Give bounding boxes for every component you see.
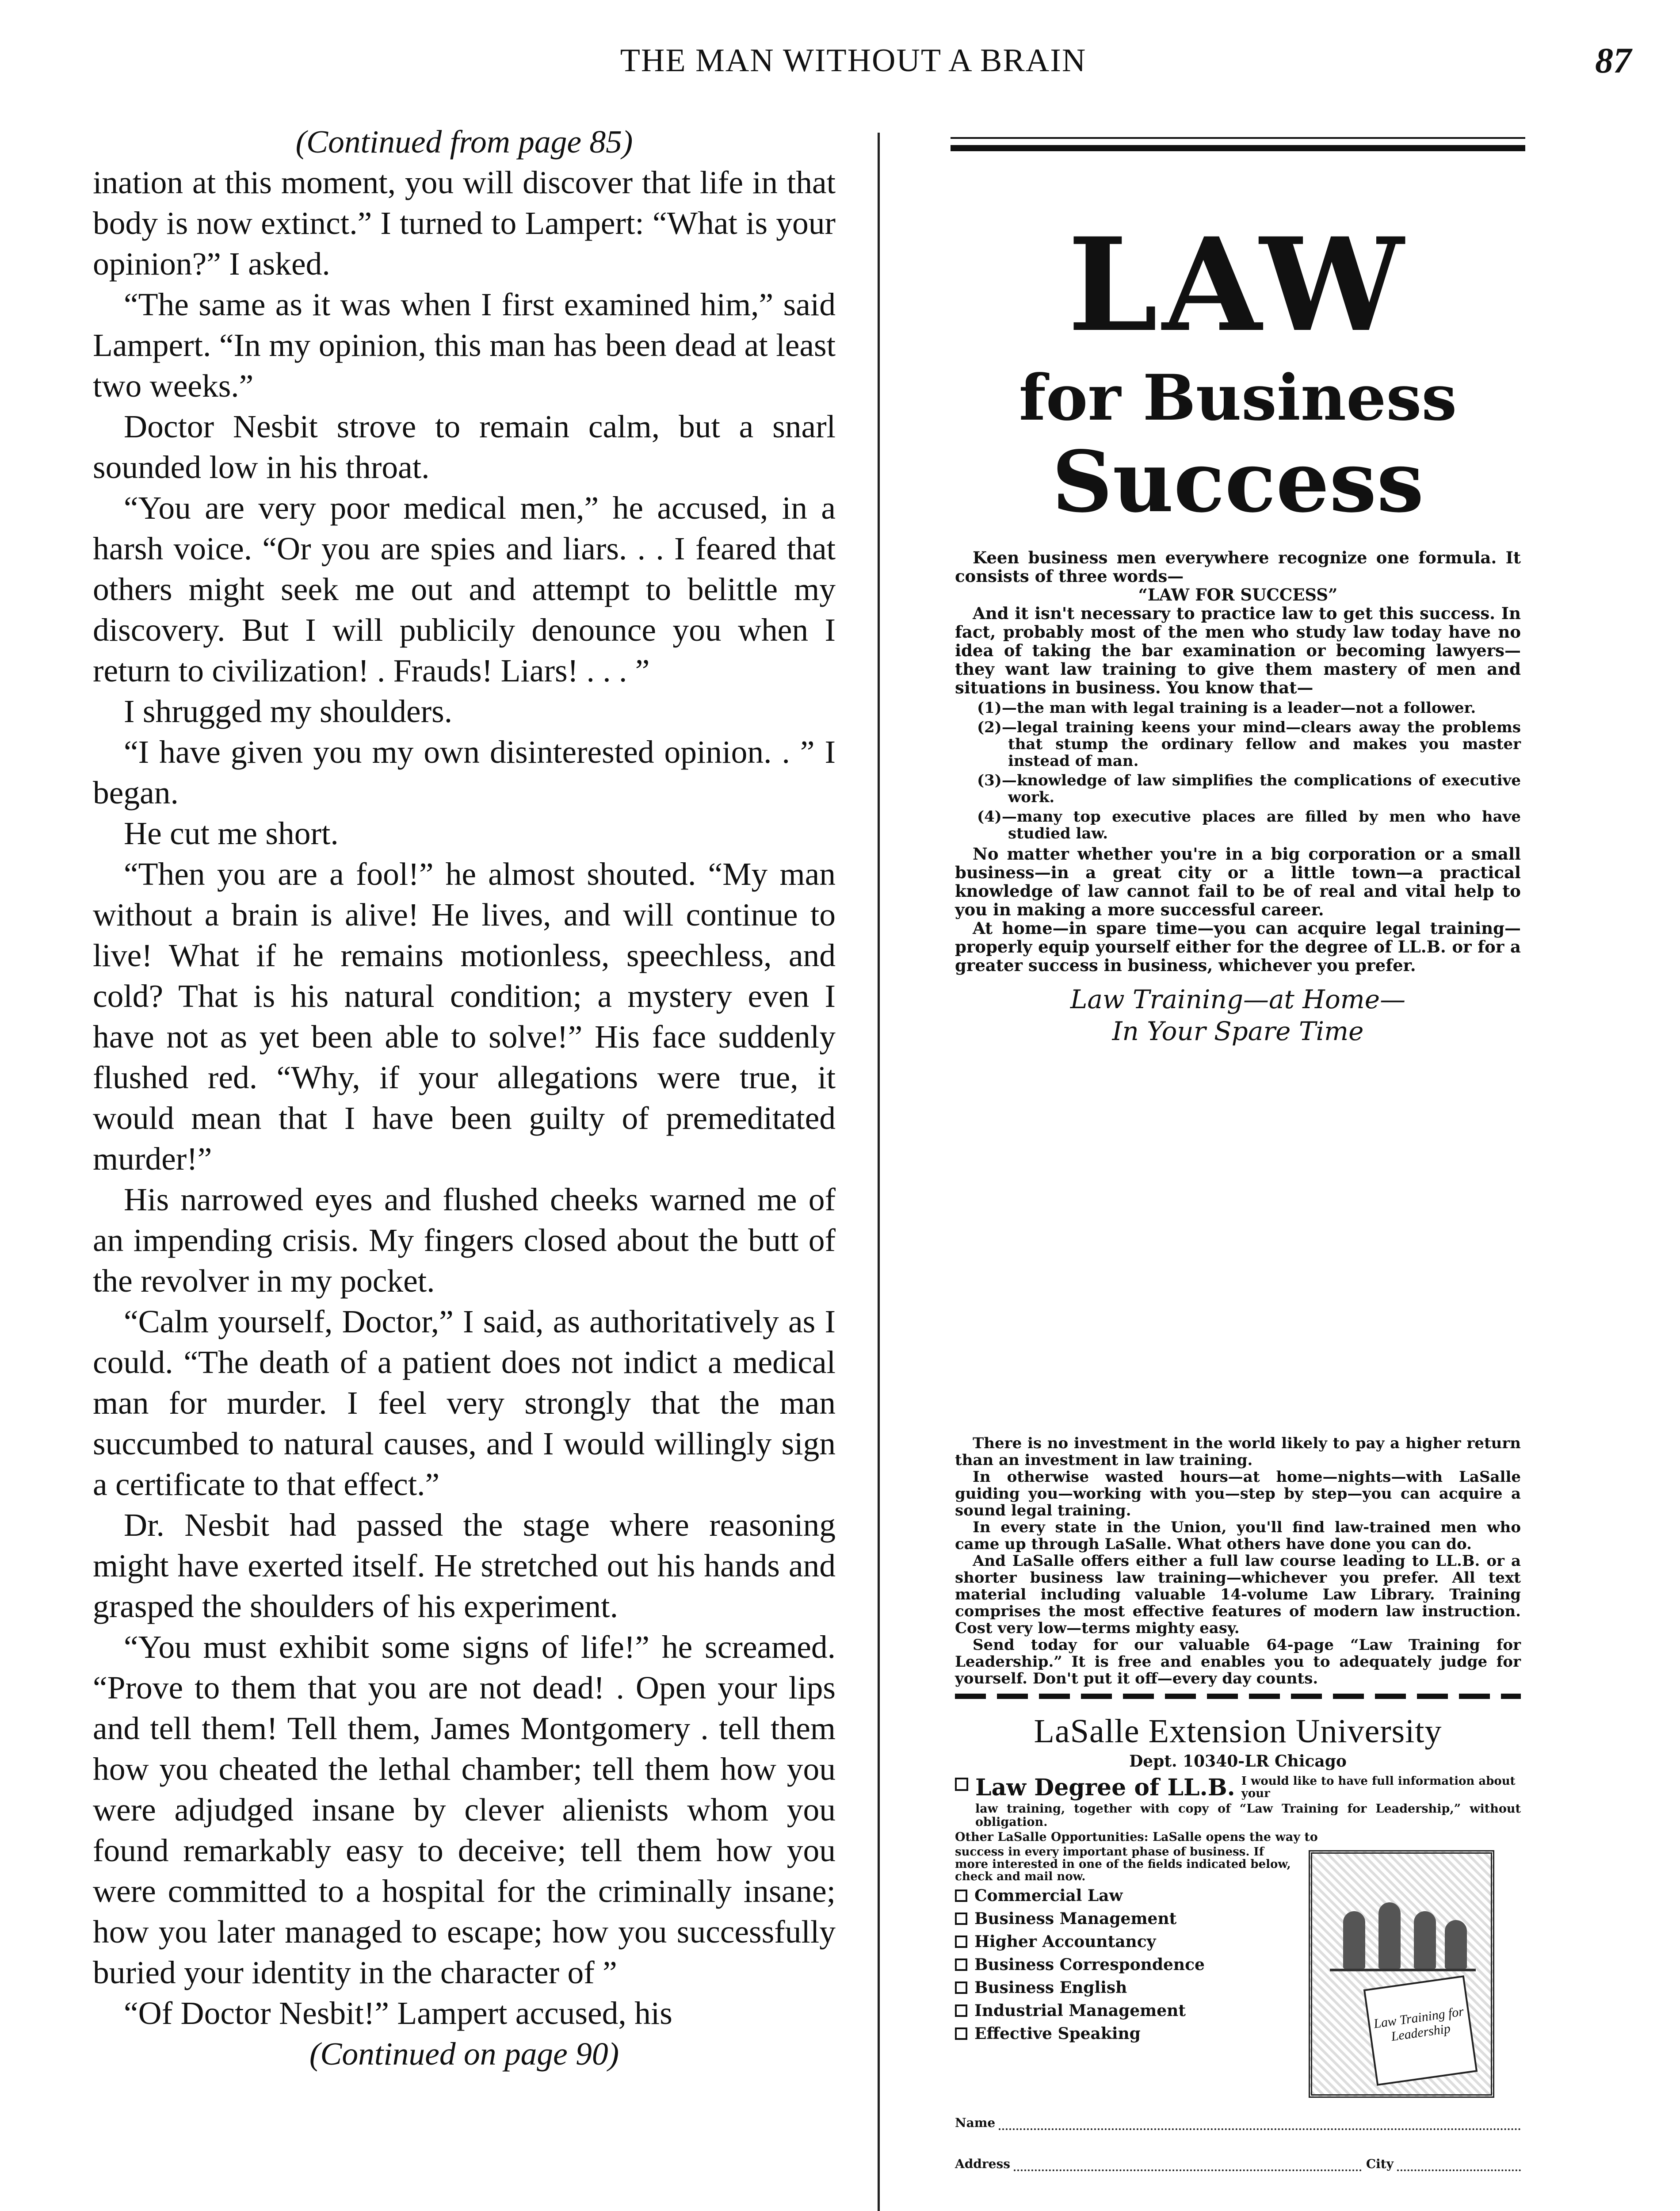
degree-note-2: law training, together with copy of “Law Training for Leadership,” without obligation. bbox=[975, 1802, 1521, 1829]
book-illustration bbox=[1309, 1850, 1494, 2098]
option-higher-accountancy[interactable] bbox=[955, 1932, 1291, 1952]
book-cover: Law Training for Leadership bbox=[1363, 1975, 1478, 2086]
story-paragraph: His narrowed eyes and flushed cheeks warned me of an impending crisis. My fingers closed about the butt of the revolver in my pocket. bbox=[93, 1182, 836, 1299]
opportunities-list bbox=[955, 1846, 1291, 2098]
checkbox[interactable] bbox=[955, 1936, 967, 1948]
degree-note: I would like to have full information about your bbox=[1241, 1775, 1516, 1800]
running-title: THE MAN WITHOUT A BRAIN bbox=[620, 42, 1087, 79]
story-paragraph: Doctor Nesbit strove to remain calm, but a snarl sounded low in his throat. bbox=[93, 409, 836, 485]
figure-icon bbox=[1378, 1902, 1401, 1969]
city-input-line[interactable] bbox=[1397, 2159, 1521, 2171]
opportunities-heading: Other LaSalle Opportunities: LaSalle opens the way to bbox=[955, 1830, 1318, 1844]
address-label: Address bbox=[955, 2157, 1010, 2171]
figure-icon bbox=[1343, 1911, 1365, 1969]
story-paragraph: “You are very poor medical men,” he accused, in a harsh voice. “Or you are spies and liars. . . I feared that others might seek me out and attempt to belittle my discovery. But I will publicily denounce you when I return to civilization! . Frauds! Liars! . . . ” bbox=[93, 490, 836, 689]
ad-paragraph: In every state in the Union, you'll find law-trained men who came up through LaSalle. What others have done you can do. bbox=[955, 1519, 1521, 1553]
ad-intro: Keen business men everywhere recognize one formula. It consists of three words— bbox=[955, 548, 1521, 586]
story-paragraph: “Of Doctor Nesbit!” Lampert accused, his bbox=[124, 1995, 672, 2031]
option-label: Business Management bbox=[974, 1909, 1177, 1928]
checkbox[interactable] bbox=[955, 1959, 967, 1971]
story-column bbox=[93, 122, 836, 2211]
degree-checkbox[interactable] bbox=[955, 1778, 968, 1791]
ad-motto: “LAW FOR SUCCESS” bbox=[1138, 585, 1338, 604]
lasalle-advertisement bbox=[951, 128, 1525, 2211]
coupon-cut-line bbox=[955, 1694, 1521, 1699]
ad-subheading-line: Law Training—at Home— bbox=[1070, 984, 1406, 1014]
ad-paragraph: At home—in spare time—you can acquire legal training—properly equip yourself either for the degree of LL.B. or for a greater success in business, whichever you prefer. bbox=[955, 918, 1521, 975]
continued-from: (Continued from page 85) bbox=[295, 124, 633, 160]
ad-top-rules bbox=[951, 137, 1525, 151]
ad-paragraph: There is no investment in the world likely to pay a higher return than an investment in law training. bbox=[955, 1434, 1521, 1469]
story-paragraph: ination at this moment, you will discover that life in that body is now extinct.” I turned to Lampert: “What is your opinion?” I asked. bbox=[93, 164, 836, 282]
ad-body bbox=[955, 548, 1521, 1052]
option-effective-speaking[interactable] bbox=[955, 2024, 1291, 2044]
option-commercial-law[interactable] bbox=[955, 1886, 1291, 1906]
ad-paragraph: And LaSalle offers either a full law course leading to LL.B. or a shorter business law training—whichever you prefer. All text material including valuable 14-volume Law Library. Training comprises the most effective features of modern law instruction. Cost very low—terms mighty easy. bbox=[955, 1552, 1521, 1637]
option-label: Commercial Law bbox=[974, 1886, 1123, 1905]
story-paragraph: Dr. Nesbit had passed the stage where reasoning might have exerted itself. He stretched out his hands and grasped the shoulders of his experiment. bbox=[93, 1507, 836, 1624]
option-label: Higher Accountancy bbox=[974, 1932, 1156, 1951]
page-number: 87 bbox=[1595, 40, 1631, 80]
ad-point: (3)—knowledge of law simplifies the complications of executive work. bbox=[977, 772, 1521, 806]
story-paragraph: “The same as it was when I first examined him,” said Lampert. “In my opinion, this man has been dead at least two weeks.” bbox=[93, 287, 836, 404]
opportunities-intro: success in every important phase of business. If more interested in one of the fields indicated below, check and mail now. bbox=[955, 1845, 1291, 1883]
column-divider bbox=[878, 133, 880, 2211]
ad-paragraph: In otherwise wasted hours—at home—nights—with LaSalle guiding you—working with you—step by step—you can acquire a sound legal training. bbox=[955, 1468, 1521, 1519]
ad-subheading-line: In Your Spare Time bbox=[1112, 1016, 1364, 1046]
name-input-line[interactable] bbox=[999, 2118, 1521, 2130]
ad-paragraph: And it isn't necessary to practice law to get this success. In fact, probably most of the men who study law today have no idea of taking the bar examination or becoming lawyers—they want law training to give them mastery of men and situations in business. You know that— bbox=[955, 604, 1521, 697]
address-input-line[interactable] bbox=[1014, 2159, 1362, 2171]
story-paragraph: “Then you are a fool!” he almost shouted. “My man without a brain is alive! He lives, and will continue to live! What if he remains motionless, speechless, and cold? That is his natural condition; a mystery even I have not as yet been able to solve!” His face suddenly flushed red. “Why, if your allegations were true, it would mean that I have been guilty of premeditated murder!” bbox=[93, 856, 836, 1177]
checkbox[interactable] bbox=[955, 1890, 967, 1902]
story-paragraph: I shrugged my shoulders. bbox=[124, 693, 453, 729]
degree-label: Law Degree of LL.B. bbox=[975, 1774, 1235, 1801]
checkbox[interactable] bbox=[955, 1913, 967, 1925]
degree-option bbox=[955, 1775, 1521, 1801]
checkbox[interactable] bbox=[955, 1981, 967, 1994]
ad-paragraph: Send today for our valuable 64-page “Law Training for Leadership.” It is free and enables you to adequately judge for yourself. Don't put it off—every day counts. bbox=[955, 1636, 1521, 1687]
coupon-dept: Dept. 10340-LR Chicago bbox=[1129, 1752, 1347, 1771]
option-label: Business Correspondence bbox=[974, 1955, 1205, 1974]
option-business-correspondence[interactable] bbox=[955, 1955, 1291, 1975]
coupon bbox=[955, 1711, 1521, 2171]
option-industrial-management[interactable] bbox=[955, 2001, 1291, 2021]
figure-icon bbox=[1414, 1911, 1436, 1969]
continued-on: (Continued on page 90) bbox=[309, 2036, 619, 2072]
ad-point: (4)—many top executive places are filled by men who have studied law. bbox=[977, 808, 1521, 842]
figures-illustration bbox=[1330, 1880, 1476, 1971]
ad-body-2 bbox=[955, 1435, 1521, 1687]
option-label: Business English bbox=[974, 1978, 1127, 1997]
option-business-english[interactable] bbox=[955, 1978, 1291, 1998]
story-paragraph: He cut me short. bbox=[124, 815, 339, 851]
ad-points-list bbox=[977, 700, 1521, 842]
checkbox[interactable] bbox=[955, 2027, 967, 2040]
ad-point: (1)—the man with legal training is a leader—not a follower. bbox=[977, 699, 1476, 717]
ad-headline-law: LAW bbox=[1067, 210, 1409, 360]
story-paragraph: “You must exhibit some signs of life!” he screamed. “Prove to them that you are not dead! . Open your lips and tell them! Tell them, James Montgomery . tell them how you cheated the lethal chamber; tell them how you were adjudged insane by clever alienists whom you found remarkably easy to deceive; tell them how you were committed to a hospital for the criminally insane; how you later managed to escape; how you successfully buried your identity in the character of ” bbox=[93, 1629, 836, 1990]
checkbox[interactable] bbox=[955, 2004, 967, 2017]
option-business-management[interactable] bbox=[955, 1909, 1291, 1929]
opportunities-section bbox=[955, 1846, 1521, 2098]
option-label: Industrial Management bbox=[974, 2001, 1186, 2020]
story-paragraph: “I have given you my own disinterested opinion. . ” I began. bbox=[93, 734, 836, 811]
ad-headline-success: Success bbox=[1052, 432, 1424, 531]
option-label: Effective Speaking bbox=[974, 2024, 1141, 2043]
ad-point: (2)—legal training keens your mind—clears away the problems that stump the ordinary fellow and makes you master instead of man. bbox=[977, 719, 1521, 770]
ad-headline-for-business: for Business bbox=[1019, 361, 1457, 435]
figure-icon bbox=[1445, 1920, 1467, 1969]
divider bbox=[951, 145, 1525, 151]
city-label: City bbox=[1366, 2157, 1394, 2171]
name-label: Name bbox=[955, 2115, 996, 2130]
address-field[interactable] bbox=[955, 2157, 1521, 2171]
ad-subheading bbox=[955, 983, 1521, 1047]
ad-paragraph: No matter whether you're in a big corporation or a small business—in a great city or a little town—a practical knowledge of law cannot fail to be of real and vital help to you in making a more successful career. bbox=[955, 844, 1521, 919]
coupon-title: LaSalle Extension University bbox=[1034, 1713, 1442, 1750]
story-paragraph: “Calm yourself, Doctor,” I said, as authoritatively as I could. “The death of a patient does not indict a medical man for murder. I feel very strongly that the man succumbed to natural causes, and I would willingly sign a certificate to that effect.” bbox=[93, 1304, 836, 1502]
name-field[interactable] bbox=[955, 2115, 1521, 2130]
